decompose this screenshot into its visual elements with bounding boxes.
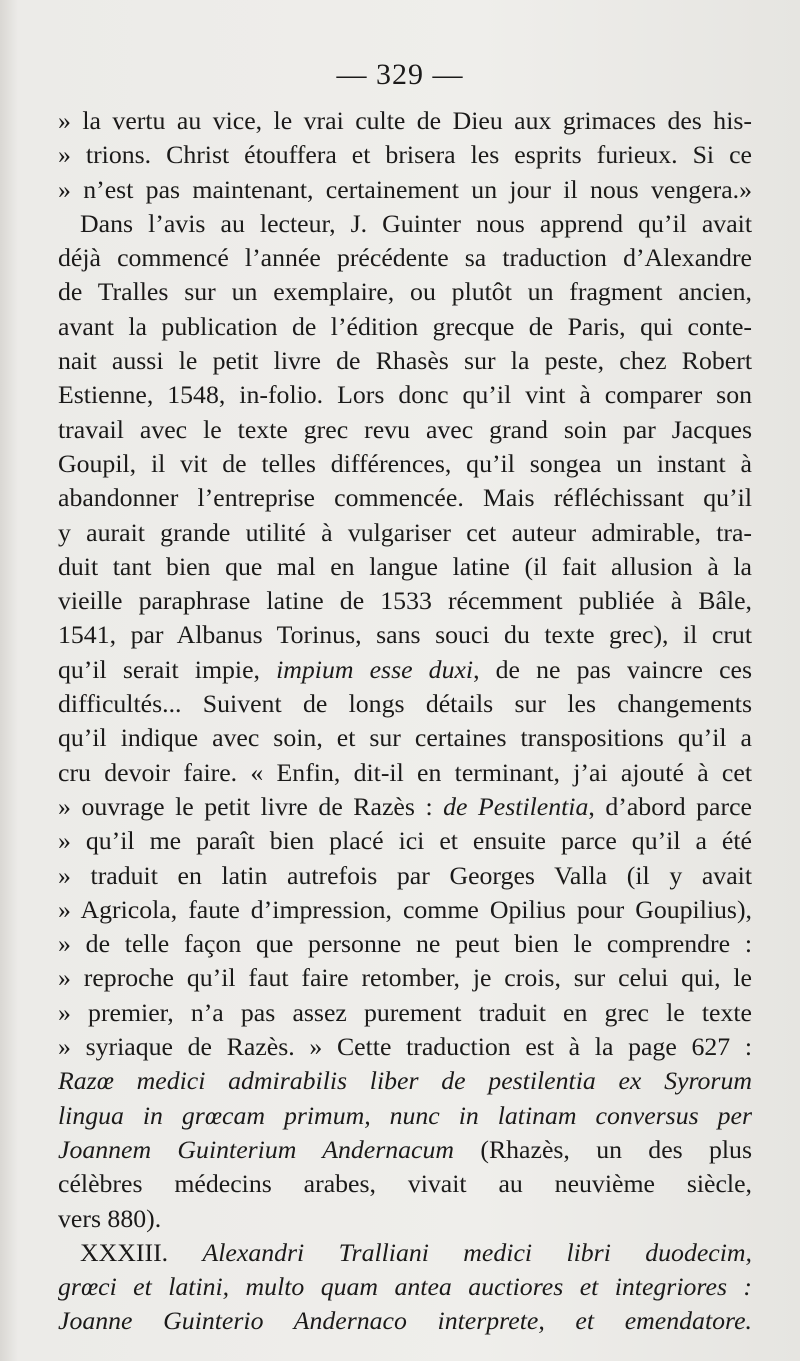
text-segment: célèbres médecins arabes, vivait au neuvième siècle, (58, 1169, 752, 1199)
text-line (58, 241, 752, 275)
body-text (58, 104, 752, 1339)
text-segment: » traduit en latin autrefois par Georges Valla (il y avait (58, 860, 752, 890)
italic-text: Razœ medici admirabilis liber de pestilentia ex Syrorum (58, 1066, 752, 1096)
text-segment: » la vertu au vice, le vrai culte de Dieu aux grimaces des his- (58, 106, 752, 135)
text-line (58, 859, 752, 893)
text-line (58, 1270, 752, 1304)
text-line (58, 413, 752, 447)
text-line (58, 344, 752, 378)
text-line (58, 310, 752, 344)
text-segment: XXXIII. (80, 1237, 203, 1267)
text-line (58, 927, 752, 961)
text-line (58, 275, 752, 309)
text-line (58, 687, 752, 721)
text-line (58, 824, 752, 858)
text-line (58, 790, 752, 824)
text-segment: » ouvrage le petit livre de Razès : (58, 791, 444, 821)
text-segment: nait aussi le petit livre de Rhasès sur la peste, chez Robert (58, 346, 752, 376)
text-segment: vieille paraphrase latine de 1533 récemment publiée à Bâle, (58, 586, 752, 616)
text-segment: déjà commencé l’année précédente sa traduction d’Alexandre (58, 243, 752, 273)
text-segment: Goupil, il vit de telles différences, qu’il songea un instant à (58, 448, 752, 478)
text-segment: » reproche qu’il faut faire retomber, je crois, sur celui qui, le (58, 963, 752, 993)
italic-text: Joanne Guinterio Andernaco interprete, et emendatore. (58, 1306, 752, 1336)
text-segment: 1541, par Albanus Torinus, sans souci du texte grec), il crut (58, 620, 752, 650)
text-line (58, 104, 752, 138)
italic-text: de Pestilentia (443, 791, 589, 821)
text-segment: travail avec le texte grec revu avec grand soin par Jacques (58, 414, 752, 444)
text-line (58, 1064, 752, 1098)
text-line (58, 721, 752, 755)
italic-text: grœci et latini, multo quam antea auctiores et integriores : (58, 1272, 752, 1302)
text-line (58, 961, 752, 995)
text-line (58, 207, 752, 241)
text-line (58, 893, 752, 927)
text-line (58, 584, 752, 618)
text-segment: Dans l’avis au lecteur, J. Guinter nous apprend qu’il avait (80, 208, 752, 238)
text-segment: » Agricola, faute d’impression, comme Opilius pour Goupilius), (58, 894, 752, 924)
italic-text: lingua in grœcam primum, nunc in latinam conversus per (58, 1100, 752, 1130)
italic-text: Alexandri Tralliani medici libri duodecim, (202, 1237, 752, 1267)
text-segment: difficultés... Suivent de longs détails sur les changements (58, 689, 752, 719)
text-segment: qu’il serait impie, (58, 654, 277, 684)
text-line (58, 1167, 752, 1201)
text-line (58, 516, 752, 550)
text-segment: cru devoir faire. « Enfin, dit-il en terminant, j’ai ajouté à cet (58, 757, 752, 787)
text-segment: duit tant bien que mal en langue latine (il fait allusion à la (58, 551, 752, 581)
text-line (58, 653, 752, 687)
text-segment: » de telle façon que personne ne peut bien le comprendre : (58, 929, 752, 959)
text-segment: (Rhazès, un des plus (454, 1134, 752, 1164)
text-segment: , de ne pas vaincre ces (473, 654, 752, 684)
text-segment: vers 880). (58, 1203, 162, 1233)
text-segment: abandonner l’entreprise commencée. Mais réfléchissant qu’il (58, 483, 752, 513)
text-segment: Estienne, 1548, in-folio. Lors donc qu’il vint à comparer son (58, 380, 752, 410)
text-segment: y aurait grande utilité à vulgariser cet auteur admirable, tra- (58, 517, 752, 547)
text-line (58, 173, 752, 207)
text-segment: » syriaque de Razès. » Cette traduction est à la page 627 : (58, 1032, 752, 1062)
text-line (58, 481, 752, 515)
text-segment: , d’abord parce (588, 791, 752, 821)
text-segment: qu’il indique avec soin, et sur certaines transpositions qu’il a (58, 723, 752, 753)
text-line (58, 996, 752, 1030)
text-segment: » premier, n’a pas assez purement traduit en grec le texte (58, 997, 752, 1027)
text-line (58, 756, 752, 790)
italic-text: Joannem Guinterium Andernacum (58, 1134, 455, 1164)
text-line (58, 1236, 752, 1270)
text-segment: » trions. Christ étouffera et brisera les esprits furieux. Si ce (58, 140, 752, 170)
page-number: — 329 — (336, 58, 464, 91)
text-line (58, 618, 752, 652)
text-line (58, 447, 752, 481)
text-segment: » n’est pas maintenant, certainement un jour il nous vengera.» (58, 174, 752, 204)
text-segment: avant la publication de l’édition grecque de Paris, qui conte- (58, 311, 752, 341)
text-line (58, 1202, 752, 1236)
text-line (58, 378, 752, 412)
text-line (58, 1304, 752, 1338)
text-line (58, 1030, 752, 1064)
text-segment: » qu’il me paraît bien placé ici et ensuite parce qu’il a été (58, 826, 752, 856)
text-segment: de Tralles sur un exemplaire, ou plutôt un fragment ancien, (58, 277, 752, 307)
italic-text: impium esse duxi (276, 654, 474, 684)
text-line (58, 1099, 752, 1133)
text-line (58, 1133, 752, 1167)
text-line (58, 138, 752, 172)
text-line (58, 550, 752, 584)
